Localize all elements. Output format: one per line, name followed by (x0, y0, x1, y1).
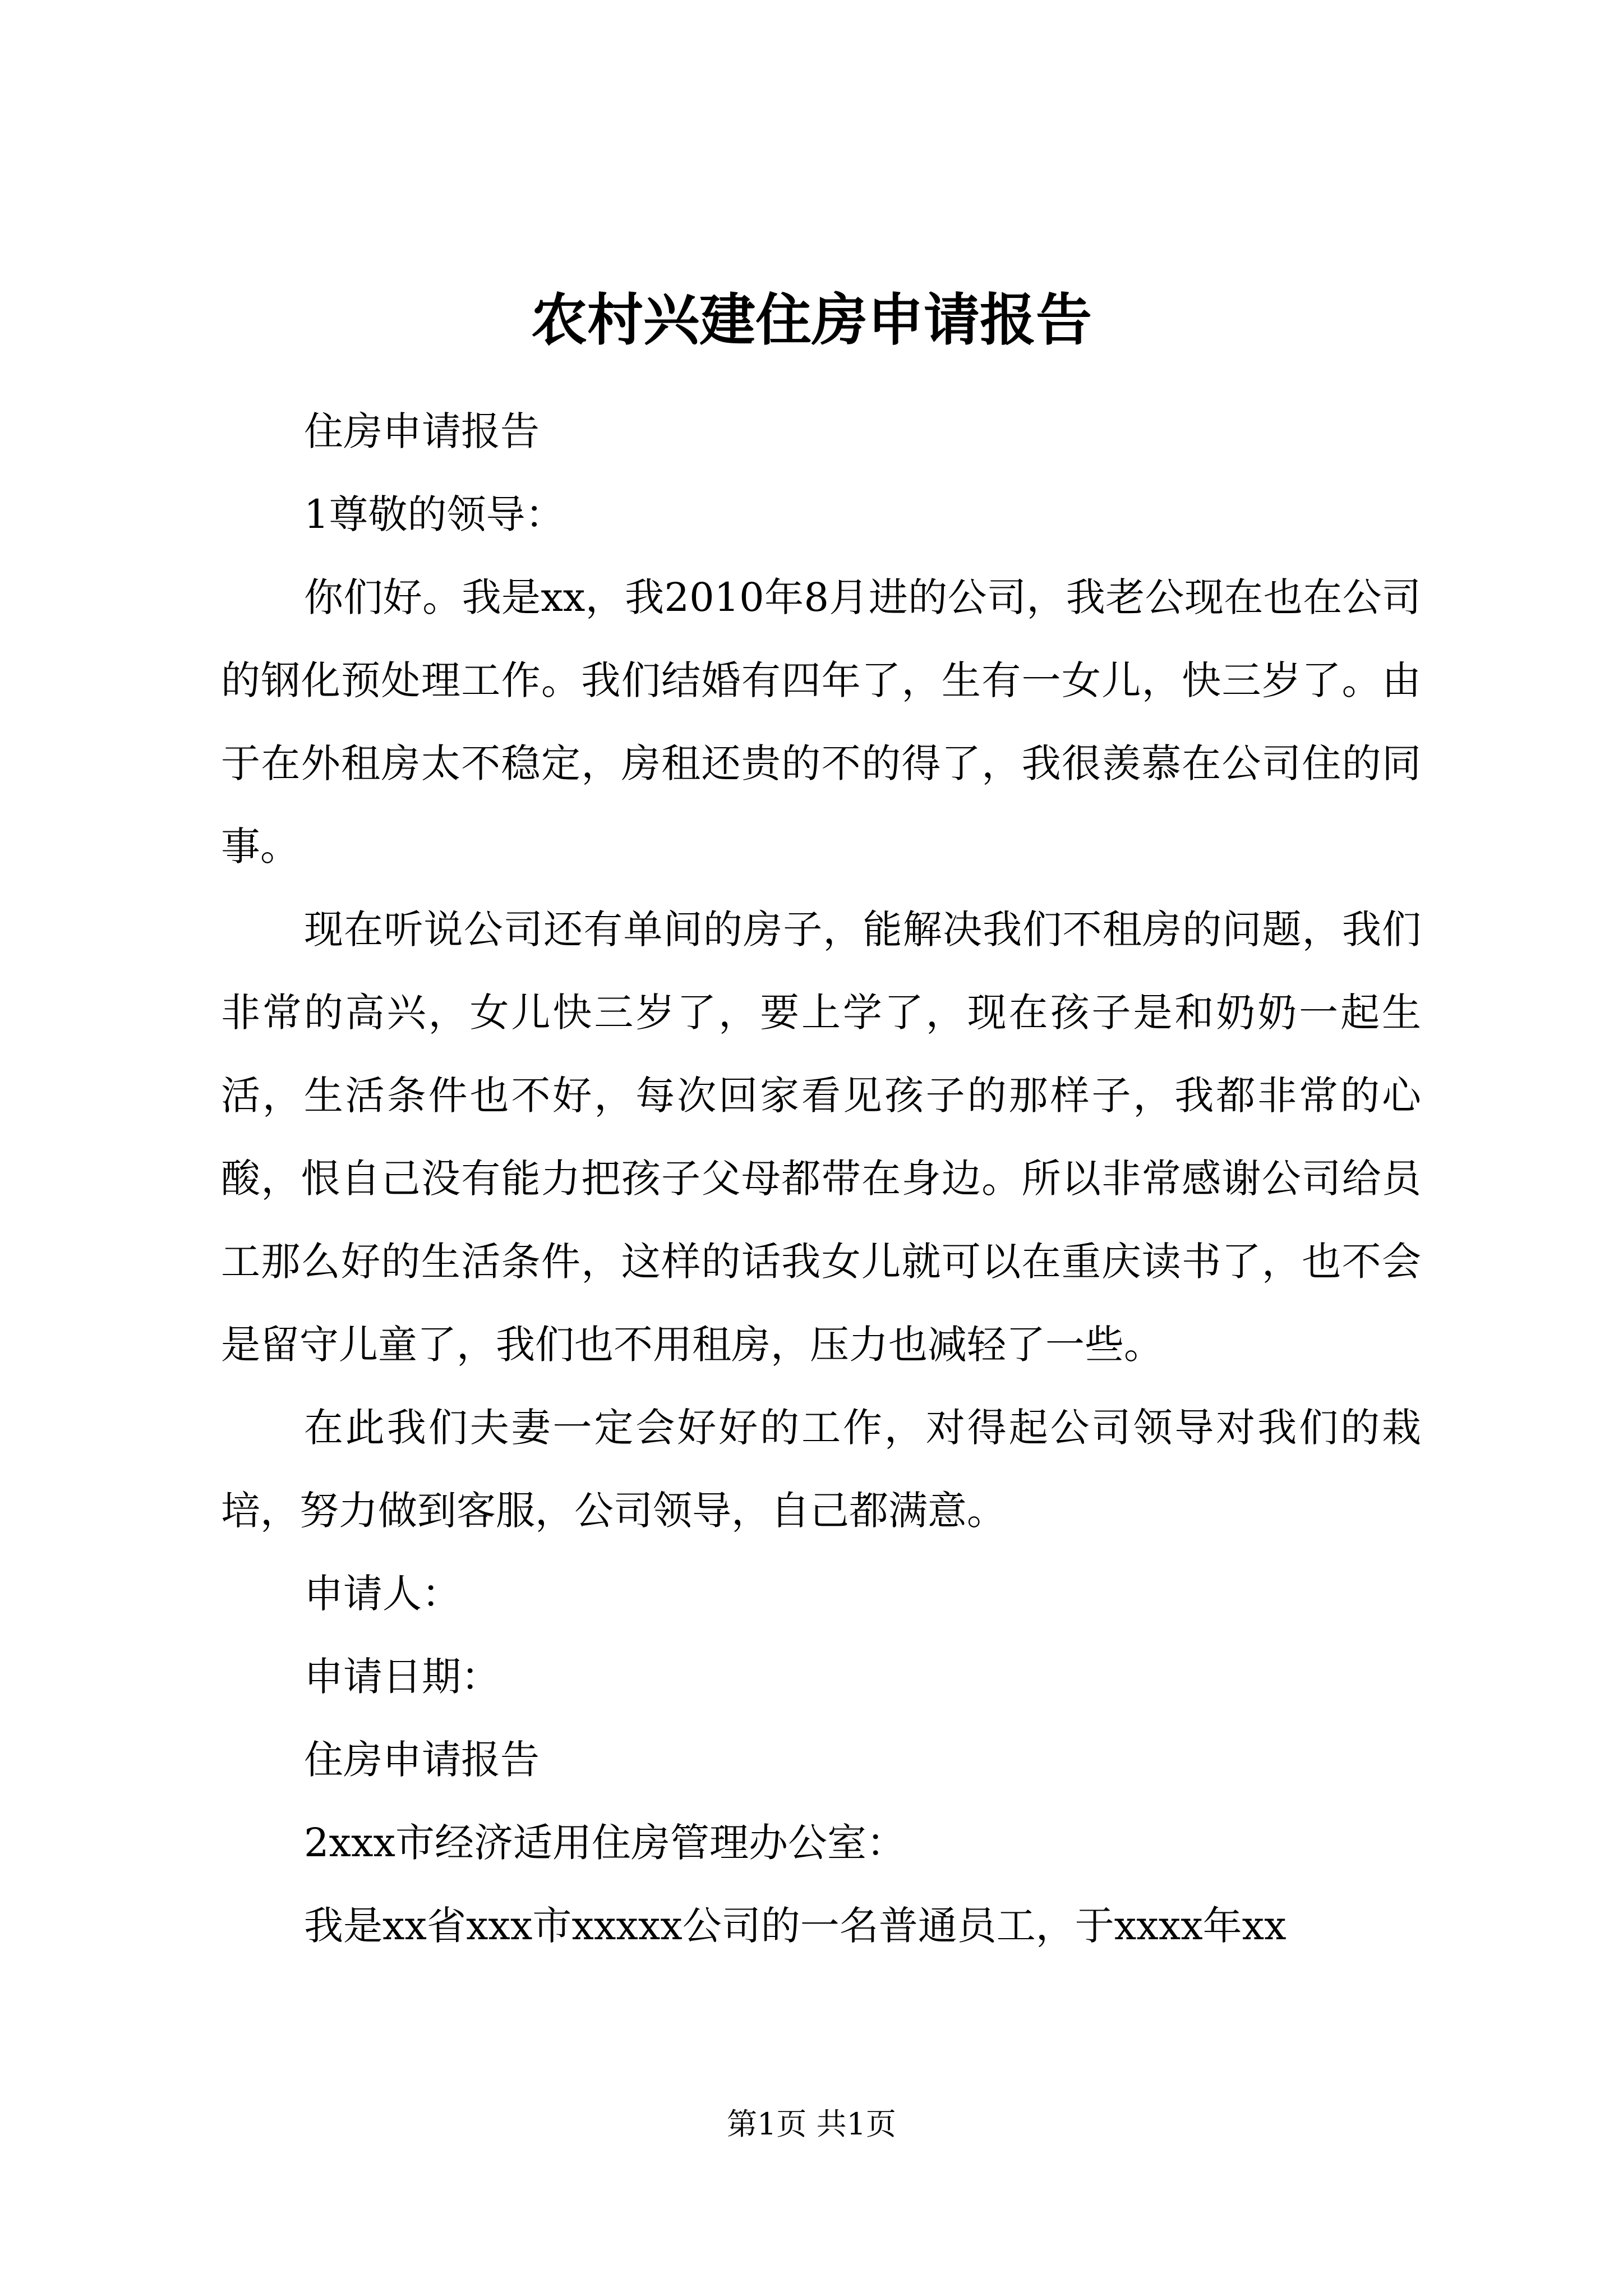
paragraph-applicant: 申请人： (304, 1571, 461, 1617)
paragraph-second-introduction: 我是xx省xxx市xxxxx公司的一名普通员工，于xxxx年xx (304, 1903, 1287, 1949)
page-footer: 第1页 共1页 (727, 2106, 896, 2142)
paragraph-second-salutation: 2xxx市经济适用住房管理办公室： (304, 1820, 906, 1866)
paragraph-second-subtitle: 住房申请报告 (304, 1737, 540, 1783)
paragraph-reason: 现在听说公司还有单间的房子，能解决我们不租房的问题，我们非常的高兴，女儿快三岁了，要上学了，现在孩子是和奶奶一起生活，生活条件也不好，每次回家看见孩子的那样子，我都非常的心酸，恨自己没有能力把孩子父母都带在身边。所以非常感谢公司给员工那么好的生活条件，这样的话我女儿就可以在重庆读书了，也不会是留守儿童了，我们也不用租房，压力也减轻了一些。 (221, 907, 1421, 1368)
paragraph-introduction: 你们好。我是xx，我2010年8月进的公司，我老公现在也在公司的钢化预处理工作。我们结婚有四年了，生有一女儿，快三岁了。由于在外租房太不稳定，房租还贵的不的得了，我很羡慕在公司住的同事。 (221, 574, 1421, 869)
paragraph-application-date: 申请日期： (304, 1654, 500, 1700)
paragraph-subtitle: 住房申请报告 (304, 408, 540, 454)
paragraph-salutation: 1尊敬的领导： (304, 491, 565, 537)
document-body (221, 390, 1421, 1967)
document-title: 农村兴建住房申请报告 (531, 287, 1092, 353)
paragraph-commitment: 在此我们夫妻一定会好好的工作，对得起公司领导对我们的栽培，努力做到客服，公司领导，自己都满意。 (221, 1405, 1421, 1534)
